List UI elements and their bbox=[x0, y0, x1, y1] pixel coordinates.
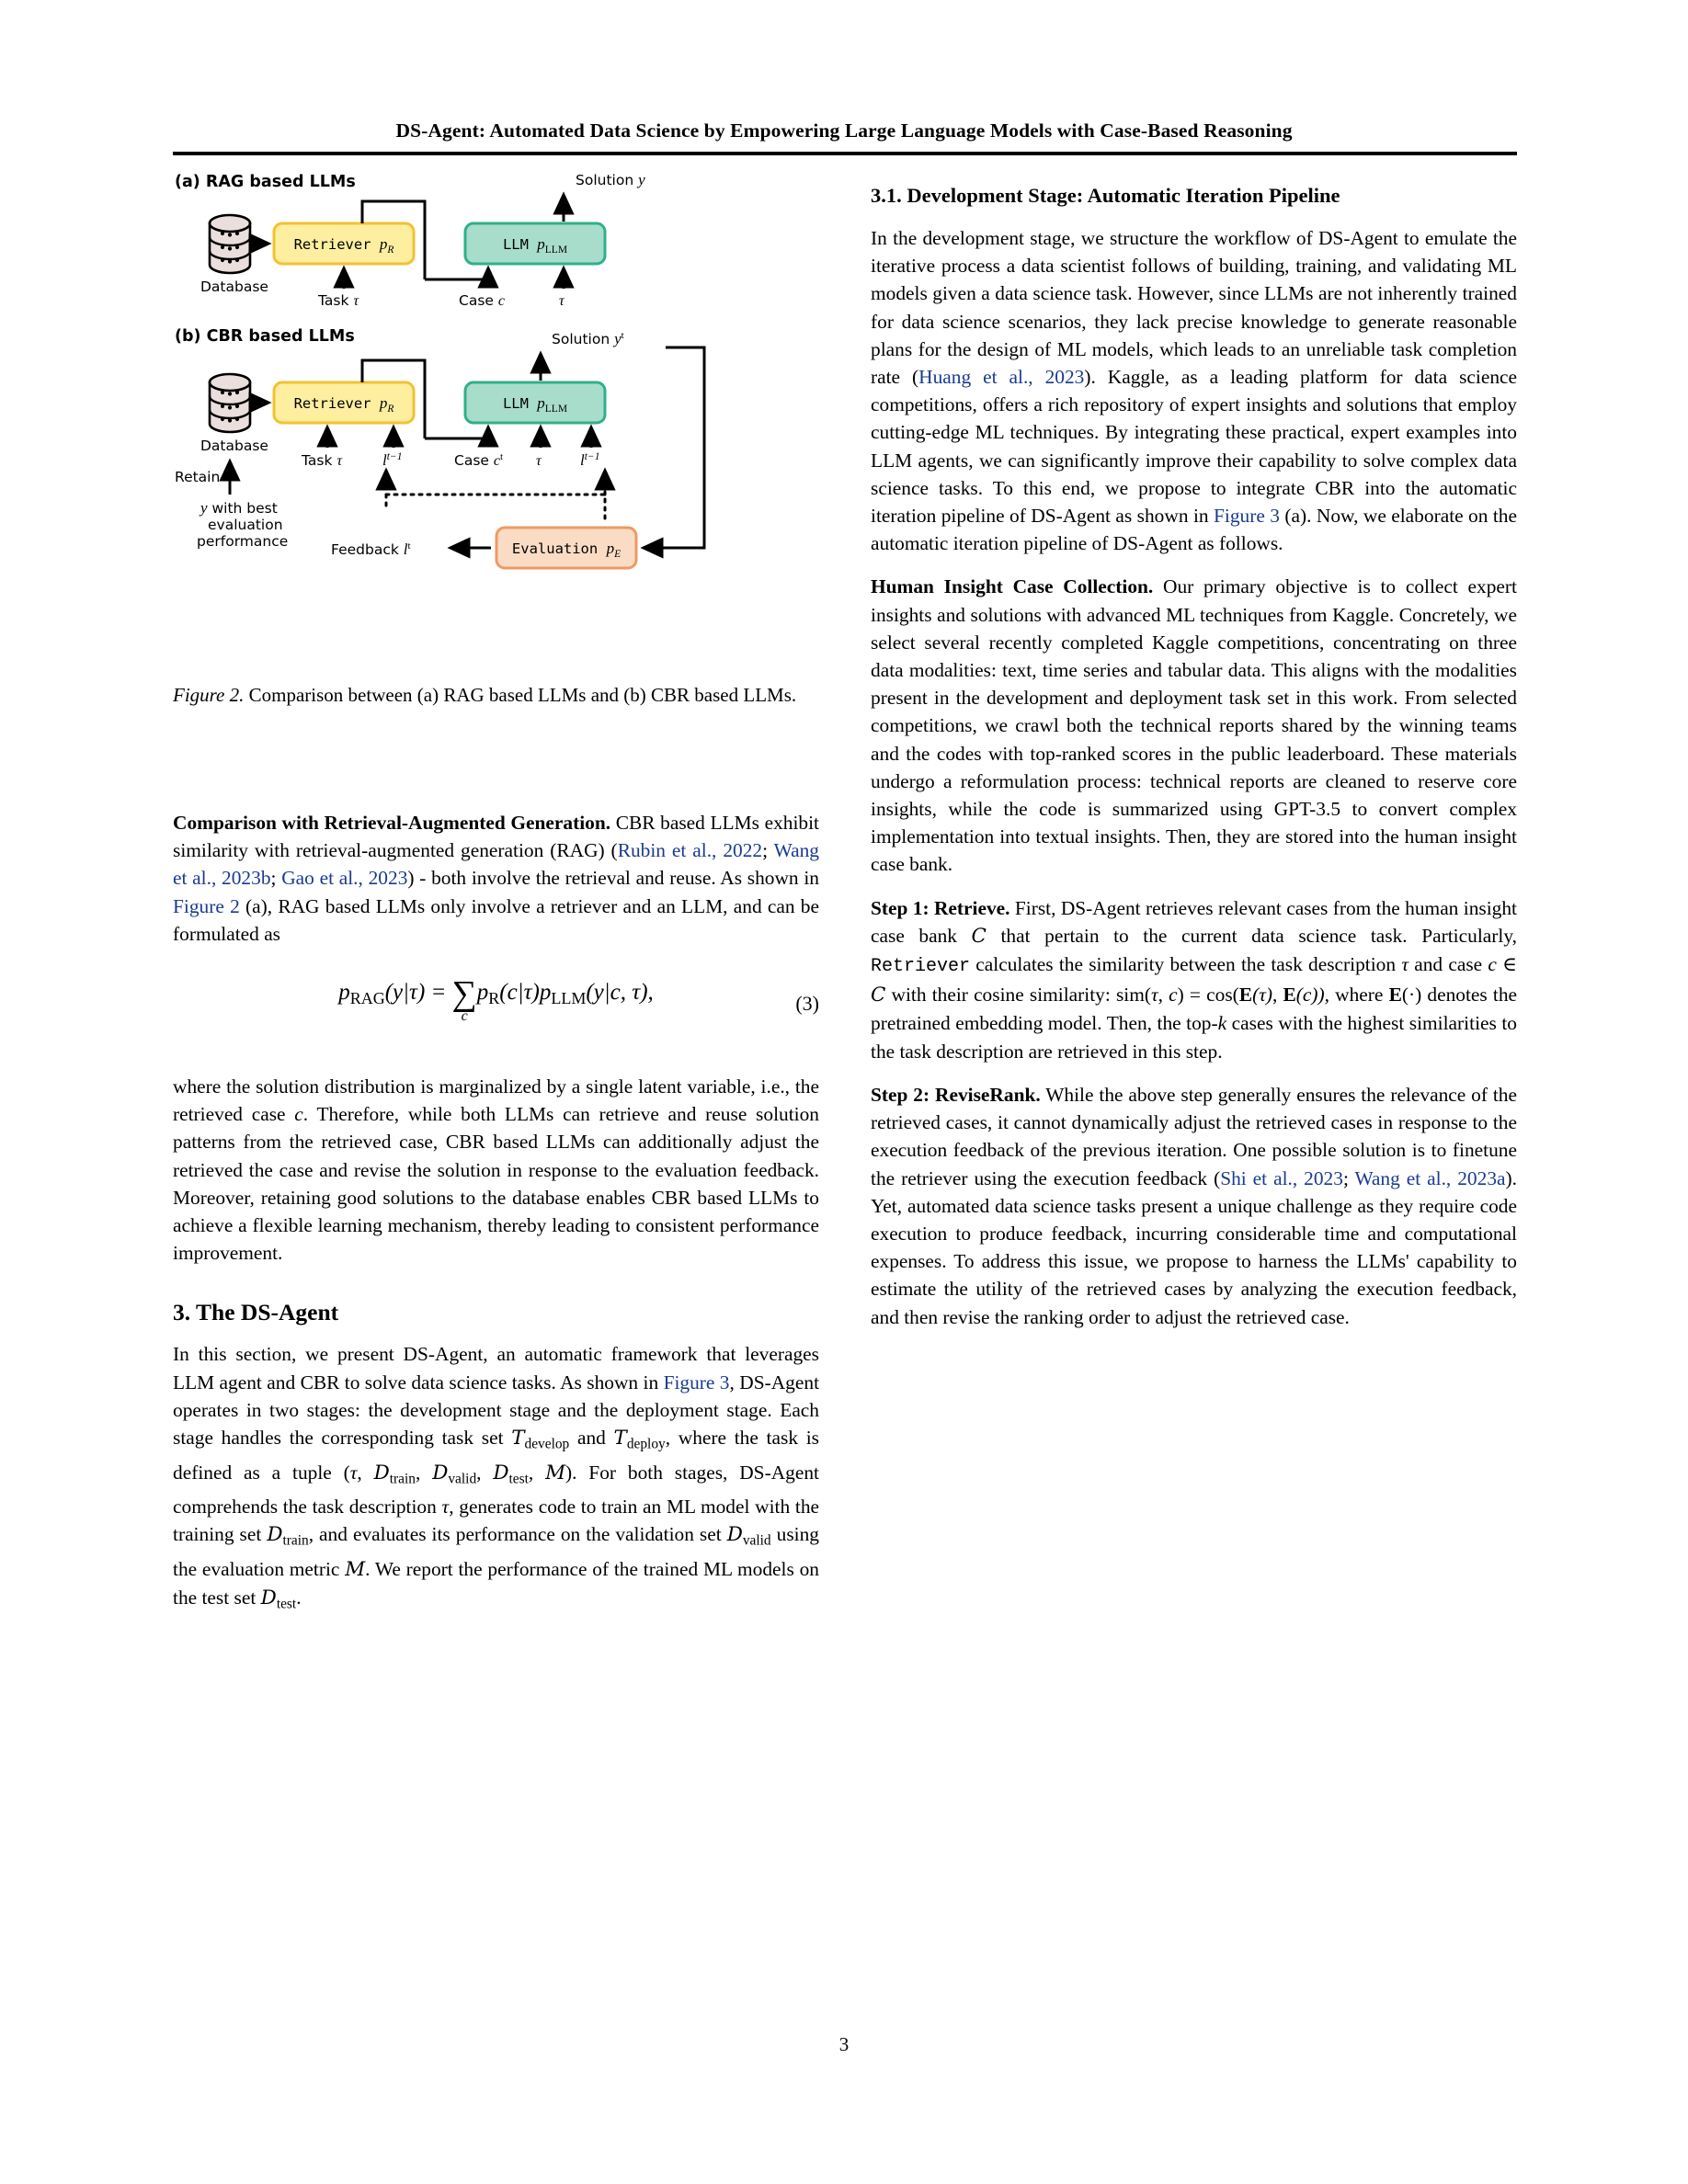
symbol-t-deploy-sub: deploy bbox=[626, 1436, 666, 1452]
runin-comparison: Comparison with Retrieval-Augmented Generation. bbox=[173, 812, 611, 834]
crossref-figure-2[interactable]: Figure 2 bbox=[173, 894, 240, 917]
symbol-t-deploy: T bbox=[613, 1427, 627, 1450]
tuple-sep-1: , bbox=[357, 1461, 374, 1484]
symbol-t-develop: T bbox=[511, 1427, 525, 1450]
section3-text-e: , generates code to train an ML model with the training set bbox=[173, 1496, 820, 1546]
paragraph-section-3 bbox=[173, 1340, 819, 1618]
database-icon-b bbox=[210, 374, 250, 432]
step1-comma-2: , bbox=[1272, 984, 1283, 1007]
runin-step-2: Step 2: ReviseRank. bbox=[871, 1083, 1041, 1106]
step2-text-a: While the above step generally ensures the relevance of the retrieved cases, it cannot dynamically adjust the retrieved cases in response to the execution feedback of the previous iteration. One possible solution is to finetune the retriever using the execution feedback ( bbox=[871, 1083, 1517, 1189]
database-label-a: Database bbox=[200, 279, 268, 295]
figure-2-caption bbox=[173, 682, 819, 709]
symbol-d-train: D bbox=[373, 1461, 390, 1484]
symbol-case-bank-c: C bbox=[971, 924, 987, 948]
feedback-label: Feedback $l^t$ bbox=[331, 540, 411, 558]
figure-2-diagram bbox=[173, 171, 819, 649]
solution-label-a: Solution y bbox=[576, 171, 645, 188]
symbol-d-test-sub: test bbox=[508, 1470, 529, 1486]
comparison-sep-2: ; bbox=[270, 867, 282, 890]
eq-term1-sub: R bbox=[488, 989, 500, 1008]
comparison-sep-1: ; bbox=[762, 839, 774, 862]
equation-3-number: (3) bbox=[795, 992, 819, 1016]
llm-label-b: LLM $p_{LLM}$ bbox=[502, 394, 568, 415]
paragraph-comparison bbox=[173, 809, 819, 948]
task-label-b: Task τ bbox=[302, 452, 343, 469]
eq-term2-sub: LLM bbox=[551, 989, 587, 1008]
retain-note-line1: y with best bbox=[200, 499, 278, 517]
equation-3 bbox=[173, 972, 819, 1049]
citation-wang-2023a[interactable]: Wang et al., 2023a bbox=[1354, 1166, 1506, 1189]
symbol-metric-m-2: M bbox=[345, 1557, 366, 1581]
llm-label-a: LLM $p_{LLM}$ bbox=[502, 235, 568, 256]
crossref-figure-3-left[interactable]: Figure 3 bbox=[663, 1371, 730, 1393]
symbol-embedding-e-2: E bbox=[1283, 984, 1296, 1007]
arrow-case-into-llm-b bbox=[425, 427, 488, 438]
runin-human-insight: Human Insight Case Collection. bbox=[871, 575, 1154, 598]
section3-text-d: ). For both stages, DS-Agent comprehends the task description bbox=[173, 1461, 819, 1519]
left-column bbox=[173, 809, 819, 2022]
citation-shi[interactable]: Shi et al., 2023 bbox=[1220, 1166, 1343, 1189]
step1-text-g: where bbox=[1329, 984, 1389, 1007]
case-label-b: Case $c^t$ bbox=[454, 451, 504, 469]
symbol-d-train-2: D bbox=[267, 1523, 283, 1547]
human-insight-text: Our primary objective is to collect expert insights and solutions with advanced ML techniques from Kaggle. Concretely, we select several recently completed Kaggle competitions, concentrating on three data modalities: text, time series and tabular data. This aligns with the modalities present in the development and deployment task set in this work. From selected competitions, we crawl both the technical reports shared by the winning teams and the codes with top-ranked scores in the public leaderboard. These materials undergo a reformulation process: technical reports are cleaned to reserve core insights, while the code is summarized using GPT-3.5 to convert complex implementation into textual insights. Then, they are stored into the human insight case bank. bbox=[871, 575, 1517, 876]
eq-lhs-args: (y|τ) = bbox=[384, 980, 447, 1006]
symbol-d-test-2: D bbox=[260, 1587, 277, 1610]
symbol-embedding-arg-c: (c)), bbox=[1295, 984, 1329, 1007]
after-eq-text-b: . Therefore, while both LLMs can retrieve and reuse solution patterns from the retrieved case, CBR based LLMs can additionally adjust the retrieved the case and revise the solution in response to the evaluation feedback. Moreover, retaining good solutions to the database enables CBR based LLMs to achieve a flexible learning mechanism, thereby leading to consistent performance improvement. bbox=[173, 1103, 819, 1265]
retriever-label-b: Retriever $p_R$ bbox=[293, 394, 394, 415]
symbol-step1-tau-2: τ bbox=[1150, 984, 1158, 1007]
step2-sep: ; bbox=[1342, 1166, 1355, 1189]
symbol-d-test: D bbox=[493, 1461, 509, 1484]
dev-stage-text-c: (a). Now, we elaborate on the automatic iteration pipeline of DS-Agent as follows. bbox=[871, 505, 1517, 555]
figure-caption-text: Comparison between (a) RAG based LLMs and (b) CBR based LLMs. bbox=[244, 684, 797, 706]
page-number: 3 bbox=[838, 2033, 850, 2055]
symbol-metric-m: M bbox=[545, 1461, 565, 1484]
citation-gao[interactable]: Gao et al., 2023 bbox=[281, 867, 408, 890]
evaluation-label: Evaluation $p_E$ bbox=[511, 540, 622, 560]
symbol-t-develop-sub: develop bbox=[524, 1436, 570, 1452]
symbol-d-train-2-sub: train bbox=[282, 1532, 309, 1549]
step1-text-a: First, DS-Agent retrieves relevant cases from the human insight case bank bbox=[871, 896, 1517, 947]
paragraph-after-equation bbox=[173, 1073, 819, 1267]
section3-text-b: , DS-Agent operates in two stages: the development stage and the deployment stage. Each stage handles the corresponding task set bbox=[173, 1371, 820, 1450]
solution-label-b: Solution $y^t$ bbox=[552, 330, 624, 347]
section3-sep-1: and bbox=[569, 1427, 614, 1450]
comparison-text-b: ) - both involve the retrieval and reuse. As shown in bbox=[407, 867, 819, 890]
dev-stage-text-b: ). Kaggle, as a leading platform for data science competitions, offers a rich repository of expert insights and solutions that employ cutting-edge ML techniques. By integrating these practical, expert examples into LLM agents, we can significantly improve their capability to solve complex data science tasks. To this end, we propose to integrate CBR into the automatic iteration pipeline of DS-Agent as shown in bbox=[871, 366, 1518, 528]
retain-note-line3: performance bbox=[197, 533, 289, 550]
panel-a-label: (a) RAG based LLMs bbox=[175, 173, 356, 191]
l-prev-label-retriever: $l^{t-1}$ bbox=[382, 451, 403, 469]
step1-comma-1: , bbox=[1158, 984, 1169, 1007]
citation-huang[interactable]: Huang et al., 2023 bbox=[918, 366, 1085, 389]
symbol-case-bank-c-2: C bbox=[871, 984, 886, 1007]
eq-term2: p bbox=[539, 980, 552, 1006]
tuple-sep-2: , bbox=[416, 1461, 433, 1484]
step1-text-c: calculates the similarity between the task description bbox=[970, 953, 1402, 976]
eq-term2-args: (y|c, τ), bbox=[586, 980, 654, 1006]
arrow-solution-to-evaluation bbox=[644, 347, 704, 548]
symbol-step1-c-2: c bbox=[1169, 984, 1178, 1007]
step1-text-e: with their cosine similarity: sim( bbox=[885, 984, 1151, 1007]
symbol-d-valid: D bbox=[432, 1461, 449, 1484]
symbol-step1-tau: τ bbox=[1401, 953, 1409, 976]
symbol-d-train-sub: train bbox=[389, 1470, 416, 1486]
arrow-case-into-llm-a bbox=[425, 268, 488, 279]
paragraph-step-1 bbox=[871, 894, 1517, 1065]
eq-term1-args: (c|τ) bbox=[499, 980, 540, 1006]
symbol-step1-c: c bbox=[1488, 953, 1497, 976]
section3-text-f: , and evaluates its performance on the validation set bbox=[308, 1523, 727, 1546]
heading-section-3-1: 3.1. Development Stage: Automatic Iteration Pipeline bbox=[871, 184, 1340, 207]
task-label-a: Task τ bbox=[318, 292, 359, 309]
dev-stage-text-a: In the development stage, we structure the workflow of DS-Agent to emulate the iterative process a data scientist follows of building, training, and validating ML models given a data science task. However, since LLMs are not inherently trained for data science scenarios, they lack precise knowledge to generate reasonable plans for the design of ML models, which leads to an unreliable task completion rate ( bbox=[871, 227, 1517, 389]
code-retriever: Retriever bbox=[871, 956, 971, 978]
tau-label-b: τ bbox=[536, 453, 542, 469]
section3-text-c: , where the task is defined as a tuple ( bbox=[173, 1427, 819, 1484]
symbol-embedding-dot: (·) bbox=[1401, 984, 1422, 1007]
symbol-d-valid-2: D bbox=[726, 1523, 743, 1547]
crossref-figure-3-right[interactable]: Figure 3 bbox=[1214, 505, 1280, 528]
step1-text-d: and case bbox=[1408, 953, 1488, 976]
symbol-d-test-2-sub: test bbox=[276, 1596, 297, 1612]
panel-b-label: (b) CBR based LLMs bbox=[175, 327, 355, 346]
symbol-d-valid-2-sub: valid bbox=[742, 1532, 771, 1549]
paragraph-human-insight bbox=[871, 573, 1517, 878]
database-label-b: Database bbox=[200, 438, 268, 454]
l-prev-label-llm: $l^{t-1}$ bbox=[580, 451, 600, 469]
symbol-embedding-e-3: E bbox=[1388, 984, 1402, 1007]
dotted-feedback-to-retriever bbox=[386, 471, 605, 518]
symbol-tau-2: τ bbox=[441, 1496, 450, 1519]
equation-3-body bbox=[173, 974, 819, 1025]
tau-label-a: τ bbox=[559, 293, 565, 309]
tuple-sep-4: , bbox=[528, 1461, 546, 1484]
symbol-top-k: k bbox=[1217, 1012, 1227, 1035]
section3-text-i: . bbox=[296, 1587, 302, 1609]
symbol-tuple-tau: τ bbox=[349, 1461, 358, 1484]
symbol-embedding-e-1: E bbox=[1238, 984, 1253, 1007]
after-eq-var-c: c bbox=[294, 1103, 303, 1126]
paragraph-development-stage bbox=[871, 224, 1517, 557]
step1-text-f: ) = cos( bbox=[1177, 984, 1239, 1007]
case-label-a: Case c bbox=[459, 292, 505, 309]
eq-lhs-sub: RAG bbox=[349, 989, 385, 1008]
eq-sum-index: c bbox=[461, 1008, 468, 1025]
tuple-sep-3: , bbox=[476, 1461, 494, 1484]
eq-term1: p bbox=[476, 980, 489, 1006]
retain-label: Retain bbox=[175, 469, 221, 485]
symbol-embedding-arg-tau: (τ) bbox=[1252, 984, 1272, 1007]
database-icon-a bbox=[210, 215, 250, 273]
comparison-text-a: CBR based LLMs exhibit similarity with retrieval-augmented generation (RAG) ( bbox=[173, 812, 819, 862]
retain-note-line2: evaluation bbox=[208, 517, 283, 533]
eq-sum-symbol bbox=[451, 974, 477, 1025]
citation-wang-2023b[interactable]: Wang et al., 2023b bbox=[173, 839, 819, 890]
retriever-label-a: Retriever $p_R$ bbox=[293, 235, 394, 256]
step1-text-h: denotes the pretrained embedding model. Then, the top- bbox=[871, 984, 1518, 1035]
runin-step-1: Step 1: Retrieve. bbox=[871, 896, 1010, 919]
running-head: DS-Agent: Automated Data Science by Empowering Large Language Models with Case-Based Reasoning bbox=[395, 119, 1293, 142]
symbol-d-valid-sub: valid bbox=[448, 1470, 477, 1486]
step1-text-i: cases with the highest similarities to the task description are retrieved in this step. bbox=[871, 1012, 1517, 1063]
step2-text-b: ). Yet, automated data science tasks present a unique challenge as they require code execution to produce feedback, incurring considerable time and computational expenses. To address this issue, we propose to harness the LLMs' capability to estimate the utility of the retrieved cases by analyzing the execution feedback, and then revise the ranking order to adjust the retrieved case. bbox=[871, 1166, 1517, 1328]
figure-2 bbox=[173, 171, 819, 649]
after-eq-text-a: where the solution distribution is marginalized by a single latent variable, i.e., the retrieved case bbox=[173, 1075, 819, 1126]
eq-sum-glyph: ∑ bbox=[451, 974, 477, 1014]
section3-text-g: using the evaluation metric bbox=[173, 1523, 819, 1580]
comparison-text-c: (a), RAG based LLMs only involve a retriever and an LLM, and can be formulated as bbox=[173, 894, 819, 945]
paragraph-step-2 bbox=[871, 1081, 1517, 1331]
section3-text-h: . We report the performance of the trained ML models on the test set bbox=[173, 1557, 819, 1609]
header-rule bbox=[173, 152, 1517, 155]
figure-caption-prefix: Figure 2. bbox=[173, 684, 245, 706]
eq-lhs: p bbox=[338, 980, 350, 1006]
step1-text-b: that pertain to the current data science task. Particularly, bbox=[986, 924, 1517, 947]
right-column bbox=[871, 180, 1517, 1331]
citation-rubin[interactable]: Rubin et al., 2022 bbox=[617, 839, 763, 862]
section3-text-a: In this section, we present DS-Agent, an automatic framework that leverages LLM agent and CBR to solve data science tasks. As shown in bbox=[173, 1343, 819, 1393]
heading-section-3: 3. The DS-Agent bbox=[173, 1299, 339, 1326]
symbol-element-of: ∈ bbox=[1496, 953, 1517, 976]
